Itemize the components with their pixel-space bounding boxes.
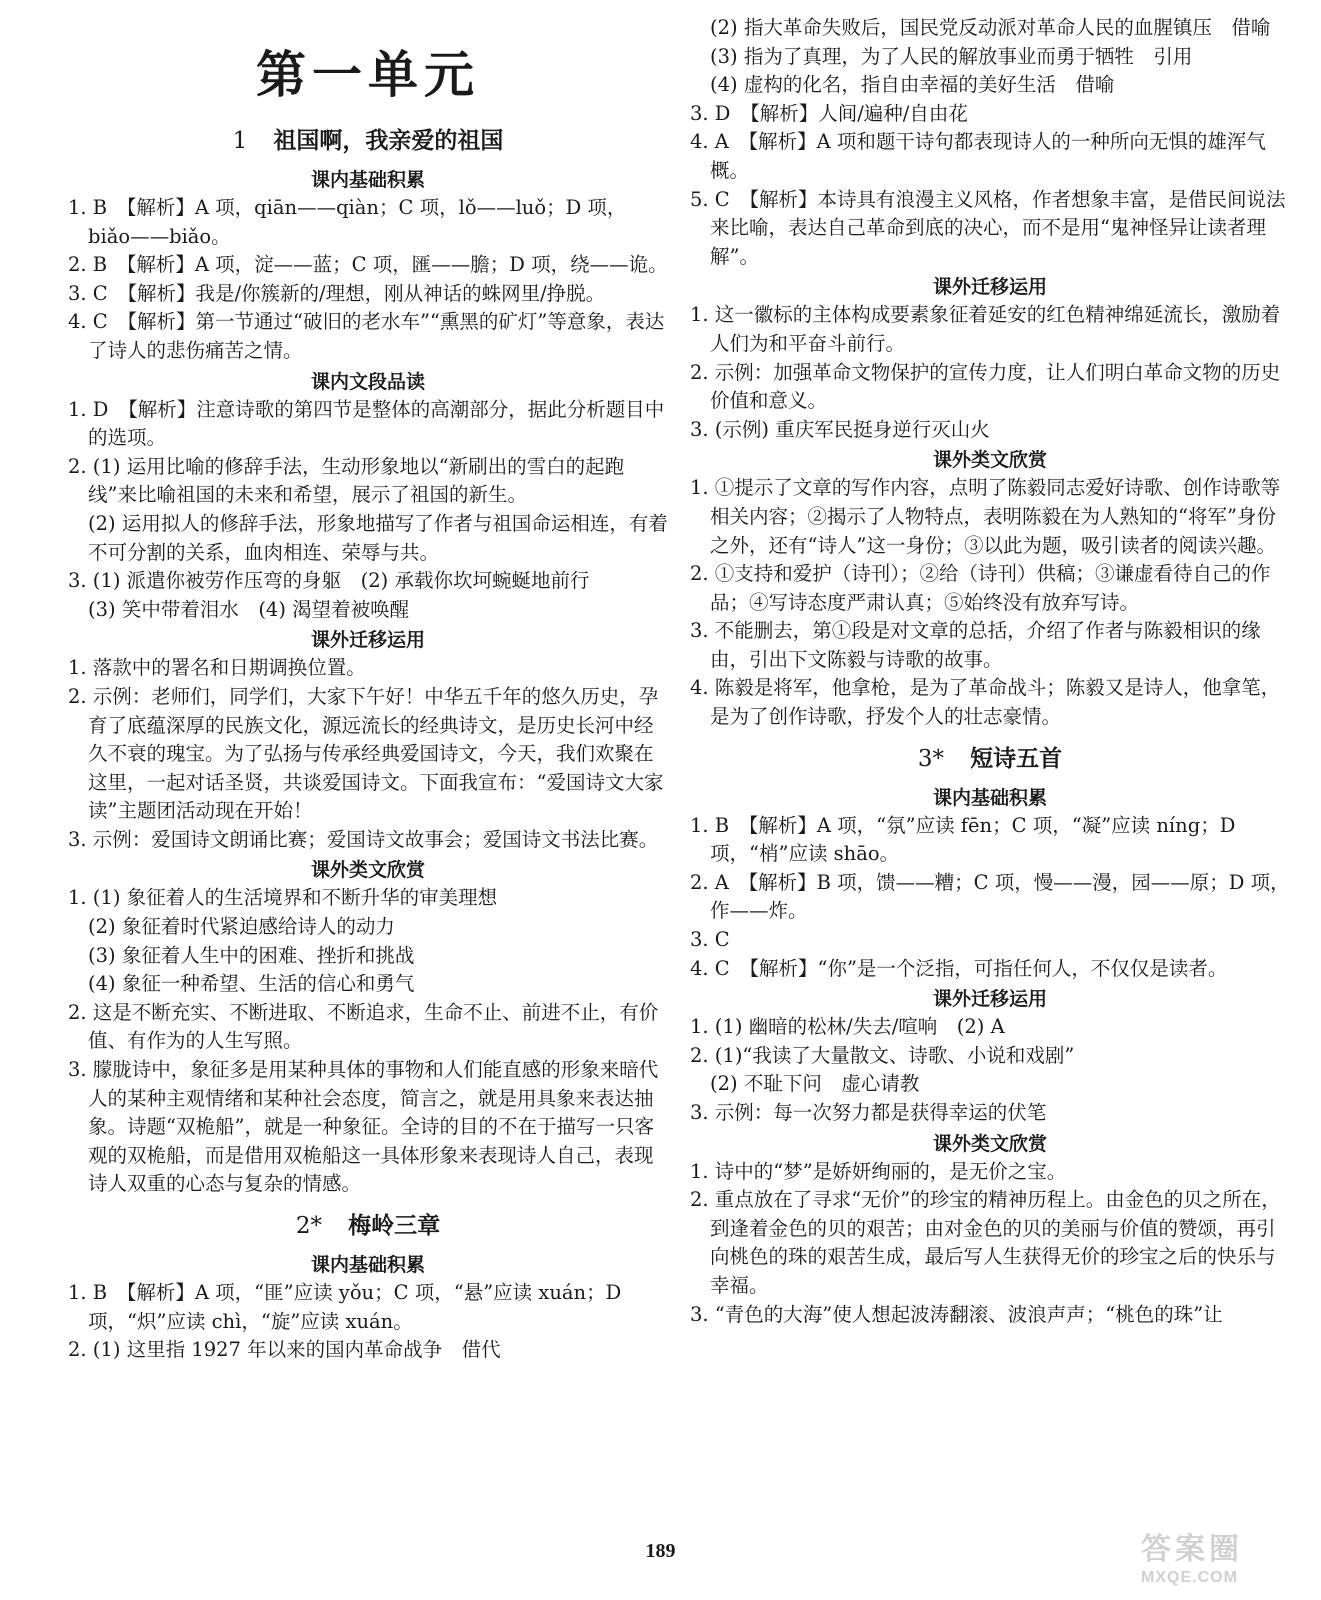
answer-item: 4. A 【解析】A 项和题干诗句都表现诗人的一种所向无惧的雄浑气概。 — [690, 130, 1266, 182]
section-title: 课内文段品读 — [310, 370, 425, 393]
answer-item: 1. B 【解析】A 项，“匪”应读 yǒu；C 项，“悬”应读 xuán；D 项，“炽”应读 chì，“旋”应读 xuán。 — [68, 1281, 622, 1333]
answer-item: 2. (1)“我读了大量散文、诗歌、小说和戏剧” — [690, 1043, 1075, 1067]
answer-item: (2) 象征着时代紧迫感给诗人的动力 — [88, 915, 395, 939]
lesson-number: 3* — [917, 745, 945, 772]
answer-item: 5. C 【解析】本诗具有浪漫主义风格，作者想象丰富，是借民间说法来比喻，表达自己革命到底的决心，而不是用“鬼神怪异让读者理解”。 — [690, 187, 1286, 268]
section-title: 课内基础积累 — [310, 1254, 425, 1276]
watermark-text: 答案圈 — [1141, 1533, 1243, 1566]
answer-item: 3. “青色的大海”使人想起波涛翻滚、波浪声声；“桃色的珠”让 — [690, 1302, 1223, 1326]
answer-item: (3) 象征着人生中的困难、挫折和挑战 — [88, 943, 415, 967]
lesson-number: 1 — [232, 128, 248, 154]
answer-item: (3) 指为了真理，为了人民的解放事业而勇于牺牲 引用 — [710, 44, 1193, 68]
answer-item: 3. 朦胧诗中，象征多是用某种具体的事物和人们能直感的形象来暗代人的某种主观情绪和某种社会态度，简言之，就是用具象来表达抽象。诗题“双桅船”，就是一种象征。全诗的目的不在于描写一只客观的双桅船，而是借用双桅船这一具体形象来表现诗人自己，表现诗人双重的心态与复杂的情感。 — [68, 1058, 659, 1196]
answer-item: 1. 这一徽标的主体构成要素象征着延安的红色精神绵延流长，激励着人们为和平奋斗前行。 — [690, 303, 1281, 355]
answer-item: 4. C 【解析】“你”是一个泛指，可指任何人，不仅仅是读者。 — [690, 956, 1228, 980]
right-column — [690, 14, 1290, 1329]
answer-item: 2. B 【解析】A 项，淀——蓝；C 项，匯——膽；D 项，绕——诡。 — [68, 253, 668, 277]
answer-item: 3. C — [690, 928, 730, 952]
answer-item: 3. C 【解析】我是/你簇新的/理想，刚从神话的蛛网里/挣脱。 — [68, 281, 606, 305]
section-title: 课外迁移运用 — [310, 629, 425, 652]
answer-item: 2. 这是不断充实、不断进取、不断追求，生命不止、前进不止，有价值、有作为的人生写照。 — [68, 1000, 659, 1053]
answer-item: 1. B 【解析】A 项，“氛”应读 fēn；C 项，“凝”应读 níng；D 项，“梢”应读 shāo。 — [690, 813, 1236, 866]
unit-title: 第一单元 — [256, 45, 480, 104]
lesson-name: 短诗五首 — [970, 744, 1063, 772]
lesson-number: 2* — [295, 1213, 323, 1239]
answer-item: (2) 指大革命失败后，国民党反动派对革命人民的血腥镇压 借喻 — [710, 16, 1271, 39]
answer-item: (3) 笑中带着泪水 (4) 渴望着被唤醒 — [88, 597, 410, 621]
answer-item: 2. (1) 这里指 1927 年以来的国内革命战争 借代 — [68, 1338, 501, 1362]
answer-item: (4) 象征一种希望、生活的信心和勇气 — [88, 972, 415, 996]
answer-item: (2) 不耻下问 虚心请教 — [710, 1072, 920, 1096]
answer-item: 2. A 【解析】B 项，馈——糟；C 项，慢——漫，园——原；D 项，作——炸。 — [690, 870, 1290, 923]
left-column — [68, 0, 668, 1365]
answer-item: 1. (1) 象征着人的生活境界和不断升华的审美理想 — [68, 886, 498, 910]
section-title: 课外类文欣赏 — [310, 859, 425, 882]
watermark-url: MXQE.COM — [1141, 1569, 1238, 1586]
answer-item: 2. 示例：老师们，同学们，大家下午好！中华五千年的悠久历史，孕育了底蕴深厚的民族文化，源远流长的经典诗文，是历史长河中经久不衰的瑰宝。为了弘扬与传承经典爱国诗文，今天，我们欢聚在这里，一起对话圣贤，共谈爱国诗文。下面我宣布：“爱国诗文大家读”主题团活动现在开始！ — [68, 684, 664, 823]
section-title: 课内基础积累 — [932, 786, 1047, 809]
answer-item: 3. (示例) 重庆军民挺身逆行灭山火 — [690, 417, 990, 441]
lesson-title — [68, 1209, 668, 1243]
answer-item: 2. ①支持和爱护（诗刊）；②给（诗刊）供稿；③谦虚看待自己的作品；④写诗态度严肃认真；⑤始终没有放弃写诗。 — [690, 562, 1271, 614]
section-title: 课外迁移运用 — [932, 276, 1047, 299]
answer-item: 4. 陈毅是将军，他拿枪，是为了革命战斗；陈毅又是诗人，他拿笔，是为了创作诗歌，抒发个人的壮志豪情。 — [690, 676, 1281, 729]
answer-item: 2. 重点放在了寻求“无价”的珍宝的精神历程上。由金色的贝之所在，到逢着金色的贝的艰苦；由对金色的贝的美丽与价值的赞颂，再引向桃色的珠的艰苦生成，最后写人生获得无价的珍宝之后的快乐与幸福。 — [690, 1188, 1281, 1297]
answer-item: 1. (1) 幽暗的松林/失去/喧响 (2) A — [690, 1015, 1005, 1039]
lesson-name: 梅岭三章 — [348, 1212, 441, 1239]
answer-item: 3. D 【解析】人间/遍种/自由花 — [690, 101, 968, 125]
answer-item: 3. (1) 派遣你被劳作压弯的身躯 (2) 承载你坎坷蜿蜒地前行 — [68, 569, 590, 593]
lesson-title — [690, 742, 1290, 776]
answer-item: 2. 示例：加强革命文物保护的宣传力度，让人们明白革命文物的历史价值和意义。 — [690, 360, 1281, 413]
answer-item: 1. 诗中的“梦”是娇妍绚丽的，是无价之宝。 — [690, 1159, 1067, 1183]
answer-item: (2) 运用拟人的修辞手法，形象地描写了作者与祖国命运相连，有着不可分割的关系，血肉相连、荣辱与共。 — [88, 511, 668, 564]
page-number: 189 — [645, 1540, 676, 1562]
answer-item: 1. ①提示了文章的写作内容，点明了陈毅同志爱好诗歌、创作诗歌等相关内容；②揭示了人物特点，表明陈毅在为人熟知的“将军”身份之外，还有“诗人”这一身份；③以此为题，吸引读者的阅读兴趣。 — [690, 476, 1281, 557]
answer-item: 3. 示例：爱国诗文朗诵比赛；爱国诗文故事会；爱国诗文书法比赛。 — [68, 827, 659, 851]
answer-item: 1. D 【解析】注意诗歌的第四节是整体的高潮部分，据此分析题目中的选项。 — [68, 397, 665, 450]
answer-item: 2. (1) 运用比喻的修辞手法，生动形象地以“新刷出的雪白的起跑线”来比喻祖国的未来和希望，展示了祖国的新生。 — [68, 454, 625, 507]
answer-item: 4. C 【解析】第一节通过“破旧的老水车”“熏黑的矿灯”等意象，表达了诗人的悲伤痛苦之情。 — [68, 310, 665, 362]
answer-item: 3. 不能删去，第①段是对文章的总括，介绍了作者与陈毅相识的缘由，引出下文陈毅与诗歌的故事。 — [690, 619, 1261, 671]
watermark-logo — [1141, 1532, 1291, 1592]
section-title: 课外类文欣赏 — [932, 1132, 1047, 1155]
lesson-name: 祖国啊，我亲爱的祖国 — [273, 127, 504, 154]
answer-item: 1. 落款中的署名和日期调换位置。 — [68, 656, 366, 680]
section-title: 课外类文欣赏 — [932, 449, 1047, 472]
answer-item: (4) 虚构的化名，指自由幸福的美好生活 借喻 — [710, 73, 1115, 97]
section-title: 课内基础积累 — [310, 169, 425, 191]
lesson-title — [68, 124, 668, 158]
answer-item: 1. B 【解析】A 项，qiān——qiàn；C 项，lǒ——luǒ；D 项，biǎo——biǎo。 — [68, 196, 627, 248]
section-title: 课外迁移运用 — [932, 988, 1047, 1011]
answer-item: 3. 示例：每一次努力都是获得幸运的伏笔 — [690, 1101, 1047, 1124]
